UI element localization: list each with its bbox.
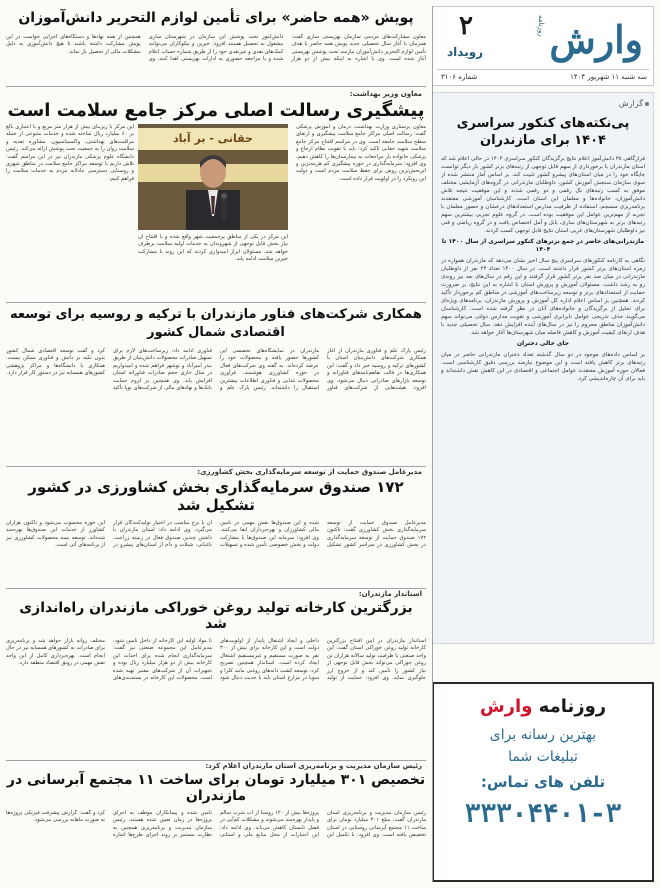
page-section-label: رویداد [447,45,484,59]
article-oil-factory[interactable] [6,590,426,758]
article-stationery-campaign[interactable] [6,6,426,84]
article-photo[interactable] [138,124,288,230]
left-column [6,6,426,882]
report-paragraph-1: قرارگاهی ۳۸ دانش‌آموز اعلام نتایج برگزیدگان کنکور سراسری ۱۴۰۴ در حالی اعلام شد که استان مازندران با برخورداری از سهم قابل توجهی از رتبه‌های برتر کشور بار دیگر توانست جایگاه خود را در میان استان‌های پیشرو کشور تثبیت کند. بر اساس آمار منتشر شده از سوی سازمان سنجش آموزش کشور، داوطلبان مازندرانی در گروه‌های آزمایشی مختلف موفق به کسب رتبه‌های تک رقمی و دو رقمی شدند و این موفقیت نتیجه تلاش دانش‌آموزان، خانواده‌ها و معلمان این استان است. کارشناسان آموزشی معتقدند برنامه‌ریزی منسجم، استفاده از ظرفیت مدارس استعدادهای درخشان و حضور معلمان با تجربه از مهم‌ترین عوامل این موفقیت بوده است. در گروه علوم تجربی بیشترین سهم رتبه‌های برتر به شهرستان‌های ساری، بابل و آمل اختصاص یافت و در گروه ریاضی و فنی نیز داوطلبان شهرستان‌های غربی استان نتایج قابل توجهی کسب کردند. [441,156,645,234]
report-subhead-2: جای خالی دختران [517,340,569,347]
issue-number: شماره ۳۱۰۶ [441,73,478,81]
right-column [432,6,654,882]
article-health-center[interactable] [6,90,426,300]
article-headline[interactable]: پیشگیری رسالت اصلی مرکز جامع سلامت است [7,100,425,121]
article-body-text: معاون پرستاری وزارت بهداشت، درمان و آموزش پزشکی گفت: رسالت اصلی مراکز جامع سلامت پیشگیری و ارتقای سطح سلامت جامعه است. وی در مراسم افتتاح مرکز جامع سلامت شهید حقانی تاکید کرد: باید با تقویت نظام ارجاع و پزشکی خانواده بار مراجعات به بیمارستان‌ها را کاهش دهیم. وی افزود: سرمایه‌گذاری در حوزه پیشگیری کم هزینه‌ترین و اثربخش‌ترین روش برای حفظ سلامت مردم است و دولت این رویکرد را در اولویت قرار داده است. [296,124,426,182]
article-body-right [296,124,426,294]
article-body: رئیس پارک علم و فناوری مازندران از آغاز همکاری شرکت‌های دانش‌بنیان استان با کشورهای ترکیه و روسیه خبر داد و گفت: این همکاری‌ها در قالب تفاهم‌نامه‌های فناورانه و توسعه بازارهای صادراتی دنبال می‌شود. وی افزود: هیئت‌هایی از شرکت‌های فناور مازندران در نمایشگاه‌های تخصصی این کشورها حضور یافته و محصولات خود را عرضه کرده‌اند. به گفته وی شرکت‌های فعال در حوزه کشاورزی هوشمند، فرآوری محصولات غذایی و فناوری اطلاعات بیشترین استقبال را داشته‌اند. رئیس پارک علم و فناوری ادامه داد: زیرساخت‌های لازم برای تسهیل صادرات محصولات دانش‌بنیان از طریق بندر امیرآباد و نوشهر فراهم شده و امیدواریم در سال جاری حجم صادرات فناورانه استان افزایش یابد. وی همچنین بر لزوم حمایت بانک‌ها و نهادهای مالی از شرکت‌های نوپا تأکید کرد و گفت توسعه اقتصادی شمال کشور بدون تکیه بر دانش و فناوری ممکن نیست. همکاری با دانشگاه‌ها و مراکز پژوهشی کشورهای همسایه نیز در دستور کار قرار دارد. [6,348,426,392]
article-kicker: رئیس سازمان مدیریت و برنامه‌ریزی استان مازندران اعلام کرد: [205,762,422,770]
article-divider [6,466,426,467]
article-headline[interactable]: تخصیص ۳۰۱ میلیارد تومان برای ساخت ۱۱ مجتمع آبرسانی در مازندران [6,772,426,804]
article-body: رئیس سازمان مدیریت و برنامه‌ریزی استان مازندران گفت: مبلغ ۳۰۱ میلیارد تومان برای ساخت ۱۱ مجتمع آبرسانی روستایی در استان تخصیص یافته است. وی افزود: با تکمیل این پروژه‌ها بیش از ۱۲۰ روستا از آب شرب سالم و پایدار بهره‌مند می‌شوند و مشکلات کم‌آبی در فصل تابستان کاهش می‌یابد. وی ادامه داد: این اعتبارات از محل منابع ملی و استانی تأمین شده و پیمانکاران موظف به اجرای پروژه‌ها در زمان تعیین شده هستند. رئیس سازمان مدیریت و برنامه‌ریزی همچنین به نظارت مستمر بر روند اجرای طرح‌ها اشاره کرد و گفت: گزارش پیشرفت فیزیکی پروژه‌ها به صورت ماهانه بررسی می‌شود. [6,810,426,839]
article-body-left [6,124,134,294]
masthead [432,6,654,86]
issue-date: سه شنبه ۱۱ شهریور ۱۴۰۴ [570,73,647,81]
article-body: استاندار مازندران در آیین افتتاح بزرگترین کارخانه تولید روغن خوراکی استان گفت: این واحد صنعتی با ظرفیت تولید سالانه هزاران تن روغن خوراکی می‌تواند بخش قابل توجهی از نیاز کشور را تأمین کند و از خروج ارز جلوگیری نماید. وی افزود: حمایت از تولید داخلی و ایجاد اشتغال پایدار از اولویت‌های دولت است و این کارخانه برای بیش از ۳۰۰ نفر به صورت مستقیم و غیرمستقیم اشتغال ایجاد کرده است. استاندار همچنین تصریح کرد: توسعه کشت دانه‌های روغنی مانند کلزا و سویا در مزارع استان باید با جدیت دنبال شود تا مواد اولیه این کارخانه از داخل تأمین شود. مدیرعامل این مجموعه صنعتی نیز گفت: سرمایه‌گذاری انجام شده برای احداث این کارخانه بیش از دو هزار میلیارد ریال بوده و تجهیزات آن از شرکت‌های معتبر تهیه شده است. محصولات این کارخانه در بسته‌بندی‌های مختلف روانه بازار خواهد شد و برنامه‌ریزی برای صادرات به کشورهای همسایه نیز در حال انجام است. بهره‌برداری کامل از این واحد نقش مهمی در رونق اقتصاد منطقه دارد. [6,638,426,682]
article-divider [6,302,426,303]
ad-contact-label: تلفن های تماس: [480,773,606,791]
page-number: ۲ [459,11,473,41]
article-headline[interactable]: همکاری شرکت‌های فناور مازندران با ترکیه و روسیه برای توسعه اقتصادی شمال کشور [10,307,422,340]
article-kicker: مدیرعامل صندوق حمایت از توسعه سرمایه‌گذاری بخش کشاورزی: [197,468,422,476]
advertisement-box[interactable] [432,682,654,882]
column-separator [432,6,433,882]
masthead-divider [437,69,649,70]
report-paragraph-3: بر اساس داده‌های موجود در دو سال گذشته تعداد دختران مازندرانی حاضر در میان رتبه‌های برتر کاهش یافته است و این موضوع نیازمند بررسی دقیق کارشناسی است. فعالان حوزه آموزش معتقدند عوامل اجتماعی و اقتصادی در این کاهش نقش داشته‌اند و باید برای آن چاره‌اندیشی کرد. [441,352,645,382]
report-subhead-1: مازندرانی‌های حاضر در جمع برترهای کنکور سراسری از سال ۱۴۰۰ تا ۱۴۰۴ [441,238,645,253]
article-headline[interactable]: بزرگترین کارخانه تولید روغن خوراکی مازندران راه‌اندازی شد [19,600,413,632]
article-tech-cooperation[interactable] [6,304,426,464]
article-body: مدیرعامل صندوق حمایت از توسعه سرمایه‌گذاری بخش کشاورزی گفت: تاکنون ۱۷۲ صندوق حمایت از توسعه سرمایه‌گذاری در بخش کشاورزی در سراسر کشور تشکیل شده و این صندوق‌ها نقش مهمی در تأمین مالی کشاورزان و بهره‌برداران ایفا می‌کنند. وی افزود: سرمایه این صندوق‌ها با مشارکت دولت و بخش خصوصی تأمین شده و تسهیلات آن با نرخ مناسب در اختیار تولیدکنندگان قرار می‌گیرد. وی ادامه داد: استان مازندران با داشتن چندین صندوق فعال در زمینه زراعت، باغبانی، شیلات و دام از استان‌های پیشرو در این حوزه محسوب می‌شود و تاکنون هزاران کشاورز از خدمات این صندوق‌ها بهره‌مند شده‌اند. توسعه بیمه محصولات کشاورزی نیز از برنامه‌های آتی است. [6,520,426,549]
article-water-complexes[interactable] [6,762,426,882]
ad-phone-number[interactable]: ۳۳۳۰۴۴۰۱-۳ [464,799,622,829]
ad-title [434,696,652,717]
article-headline[interactable]: پویش «همه حاضر» برای تأمین لوازم التحریر دانش‌آموزان [18,10,414,26]
article-kicker: استاندار مازندران: [358,590,422,598]
article-body-under-photo [138,234,288,294]
ad-title-brand: وارش [479,696,533,717]
report-paragraph-2: نگاهی به کارنامه کنکورهای سراسری پنج سال اخیر نشان می‌دهد که مازندران همواره در زمره استان‌های برتر کشور قرار داشته است. در سال ۱۴۰۰ تعداد ۲۴ نفر از داوطلبان مازندرانی در میان صد نفر برتر کشور قرار گرفتند و این رقم در سال‌های بعد نیز روندی رو به رشد داشت. مسئولان آموزش و پرورش استان با اشاره به این نتایج، بر ضرورت حمایت از استعدادهای برتر و توسعه زیرساخت‌های آموزشی در مناطق کم برخوردار تأکید کردند. همچنین بر اساس اعلام اداره کل آموزش و پرورش مازندران، برنامه‌های ویژه‌ای برای تجلیل از برگزیدگان و خانواده‌های آنان در نظر گرفته شده است. کارشناسان می‌گویند حذف تدریجی عوامل نابرابری آموزشی و تقویت مدارس دولتی می‌تواند سهم دانش‌آموزان مناطق محروم را نیز در سال‌های آینده افزایش دهد. سال تحصیلی جدید با هدف ارتقای کیفیت آموزش و کاهش فاصله میان شهرستان‌ها آغاز خواهد شد. [441,258,645,336]
article-headline[interactable]: ۱۷۲ صندوق سرمایه‌گذاری بخش کشاورزی در کشور تشکیل شد [28,478,404,514]
newspaper-logo [547,11,647,67]
ad-title-word: روزنامه [538,696,607,717]
report-body [441,155,645,635]
speaker-portrait-image [178,146,248,230]
report-title: پی‌نکته‌های کنکور سراسری ۱۴۰۴ برای مازندران [456,116,630,148]
article-divider [6,760,426,761]
report-box [432,92,654,644]
article-kicker: معاون وزیر بهداشت: [349,90,422,98]
article-agri-funds[interactable] [6,468,426,586]
svg-text:وارش: وارش [549,17,643,62]
article-divider [6,86,426,87]
article-body: معاون مشارکت‌های مردمی سازمان بهزیستی ساری گفت: همزمان با آغاز سال تحصیلی جدید پویش همه حاضر با هدف تأمین لوازم التحریر دانش‌آموزان نیازمند تحت پوشش بهزیستی آغاز شده است. وی با اشاره به اینکه بیش از دو هزار دانش‌آموز تحت پوشش این سازمان در شهرستان ساری مشغول به تحصیل هستند افزود: خیرین و نیکوکاران می‌توانند کمک‌های نقدی و غیرنقدی خود را از طریق شماره حساب اعلام شده و یا مراجعه حضوری به ادارات بهزیستی اهدا کنند. وی همچنین از همه نهادها و دستگاه‌های اجرایی خواست در این پویش مشارکت داشته باشند تا هیچ دانش‌آموزی به دلیل مشکلات مالی از تحصیل باز نماند. [6,34,426,63]
article-divider [6,588,426,589]
photo-banner-text: حقانی - بر آباد [173,132,253,145]
report-tag: گزارش [618,99,643,108]
ad-line-1: بهترین رسانه برای [489,727,597,743]
ad-line-2: تبلیغات شما [508,749,578,765]
masthead-tag: روزنامه [537,15,545,37]
report-bullet-icon [645,102,649,106]
article-body-text: این مرکز در یکی از مناطق پرجمعیت شهر واقع شده و با افتتاح آن نیاز بخش قابل توجهی از شهروندان به خدمات اولیه سلامت برطرف خواهد شد. مسئولان ابراز امیدواری کردند که این روند با مشارکت خیرین سلامت ادامه یابد. [138,234,288,263]
article-body-text: این مرکز با زیربنای بیش از هزار متر مربع و با اعتباری بالغ بر ۶۰ میلیارد ریال ساخته شده و خدمات متنوعی از جمله مراقبت‌های بهداشتی، واکسیناسیون، مشاوره تغذیه و سلامت روان را به جمعیت تحت پوشش ارائه می‌کند. رئیس دانشگاه علوم پزشکی مازندران نیز در این مراسم گفت: تلاش داریم با توسعه مراکز جامع سلامت در مناطق شهری و روستایی دسترسی عادلانه مردم به خدمات سلامت را فراهم کنیم. [6,124,134,182]
